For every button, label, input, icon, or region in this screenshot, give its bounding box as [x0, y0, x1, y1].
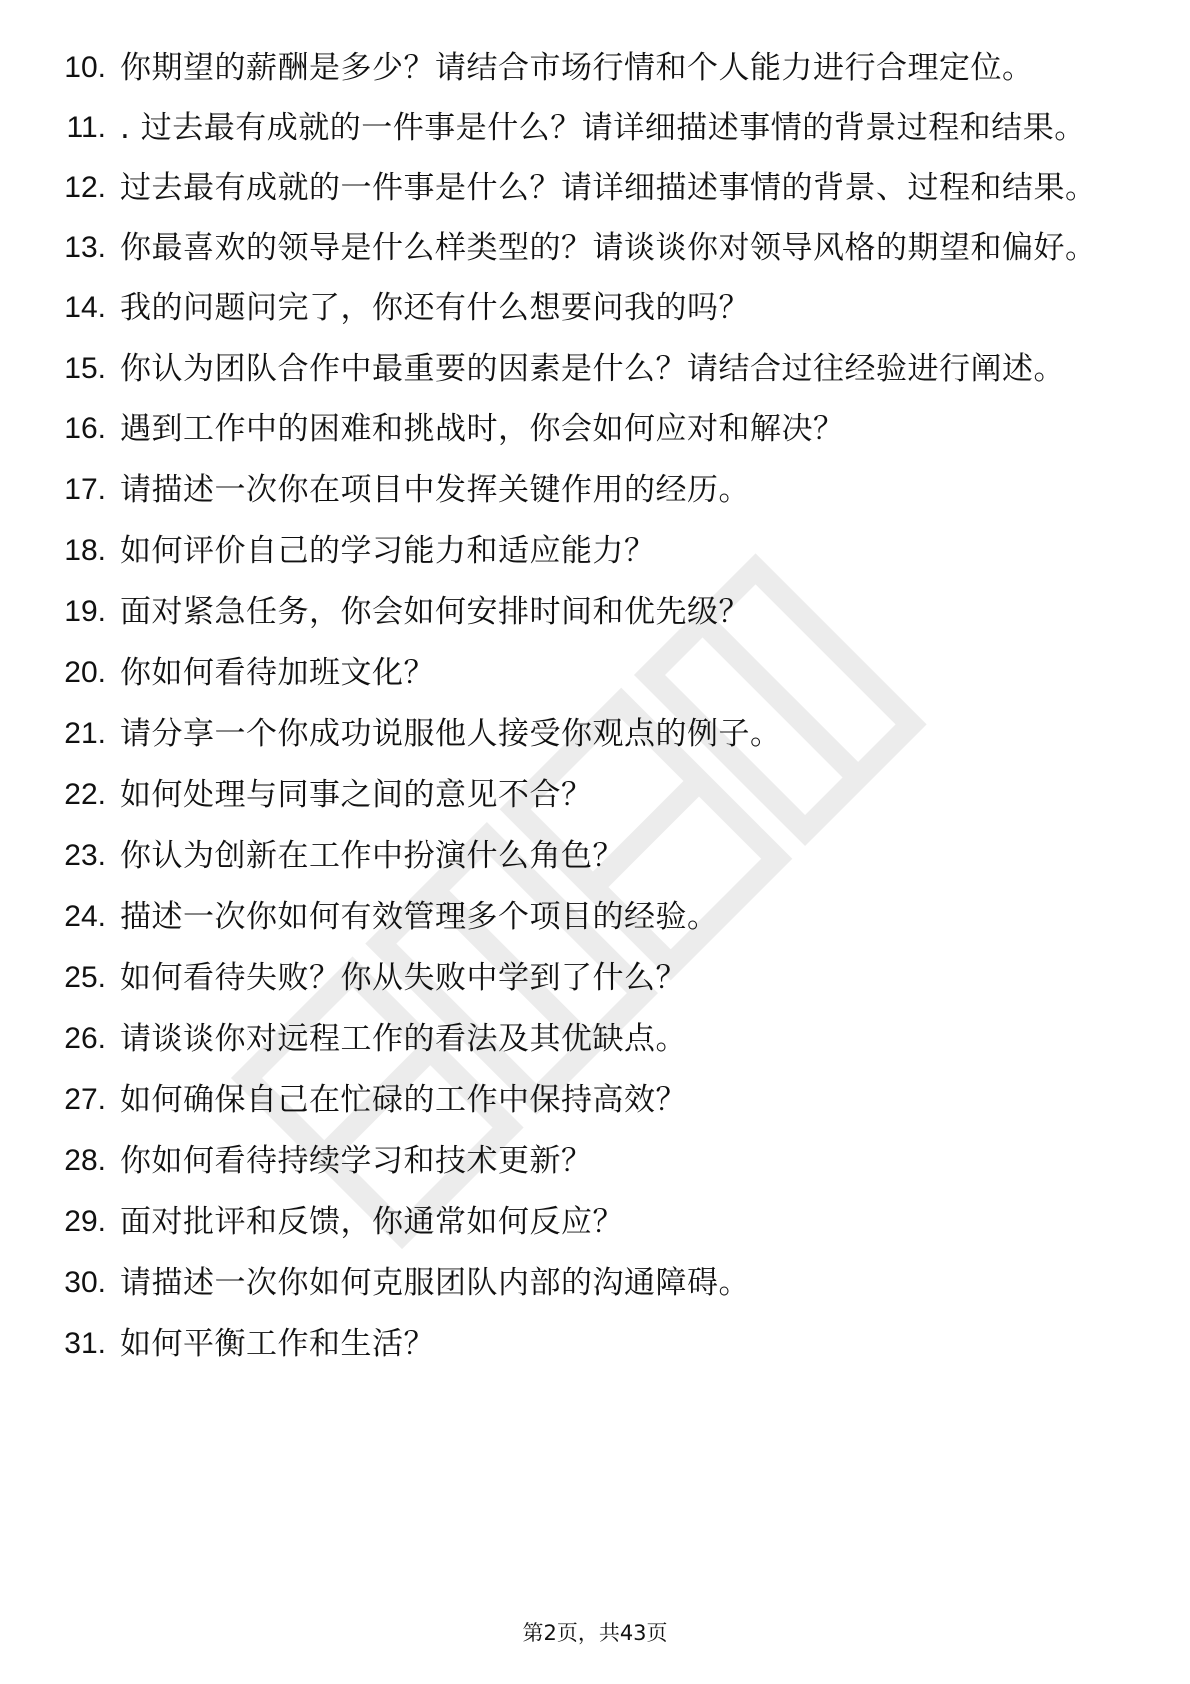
question-text: 你认为创新在工作中扮演什么角色？ — [120, 838, 624, 874]
question-text: 如何确保自己在忙碌的工作中保持高效？ — [120, 1082, 687, 1118]
question-number: 31. — [64, 1327, 106, 1360]
question-item — [0, 1080, 1190, 1120]
question-number: 30. — [64, 1266, 106, 1299]
question-number: 28. — [64, 1144, 106, 1177]
question-item — [0, 168, 1190, 208]
question-item — [0, 836, 1190, 876]
question-list — [0, 48, 1190, 1385]
page-footer — [0, 1618, 1190, 1648]
question-item — [0, 775, 1190, 815]
question-number: 21. — [64, 717, 106, 750]
question-item — [0, 1141, 1190, 1181]
question-text: 你如何看待加班文化？ — [120, 655, 435, 691]
question-number: 29. — [64, 1205, 106, 1238]
question-text: 面对紧急任务，你会如何安排时间和优先级？ — [120, 594, 750, 630]
question-number: 17. — [64, 473, 106, 506]
question-item — [0, 349, 1190, 389]
question-item — [0, 714, 1190, 754]
page-number-label: 第2页，共43页 — [522, 1621, 668, 1645]
question-item — [0, 470, 1190, 510]
question-item — [0, 409, 1190, 449]
question-item — [0, 1324, 1190, 1364]
question-text: 遇到工作中的困难和挑战时，你会如何应对和解决？ — [120, 411, 845, 447]
question-number: 10. — [64, 51, 106, 84]
question-text: 如何看待失败？你从失败中学到了什么？ — [120, 960, 687, 996]
question-text: 你如何看待持续学习和技术更新？ — [120, 1143, 593, 1179]
question-number: 16. — [64, 412, 106, 445]
question-text: 请描述一次你如何克服团队内部的沟通障碍。 — [120, 1265, 750, 1301]
question-text: 请分享一个你成功说服他人接受你观点的例子。 — [120, 716, 782, 752]
question-number: 15. — [64, 352, 106, 385]
question-item — [0, 653, 1190, 693]
question-number: 22. — [64, 778, 106, 811]
question-item — [0, 1263, 1190, 1303]
question-text: 描述一次你如何有效管理多个项目的经验。 — [120, 899, 719, 935]
question-text: 请描述一次你在项目中发挥关键作用的经历。 — [120, 472, 750, 508]
question-number: 19. — [64, 595, 106, 628]
question-number: 27. — [64, 1083, 106, 1116]
question-text: 你最喜欢的领导是什么样类型的？请谈谈你对领导风格的期望和偏好。 — [120, 230, 1097, 266]
question-item — [0, 1019, 1190, 1059]
question-number: 13. — [64, 231, 106, 264]
question-number: 25. — [64, 961, 106, 994]
question-number: 11. — [66, 111, 106, 144]
question-number: 23. — [64, 839, 106, 872]
question-number: 26. — [64, 1022, 106, 1055]
question-text: 我的问题问完了，你还有什么想要问我的吗？ — [120, 290, 750, 326]
question-text: 面对批评和反馈，你通常如何反应？ — [120, 1204, 624, 1240]
question-item — [0, 592, 1190, 632]
question-text: 请谈谈你对远程工作的看法及其优缺点。 — [120, 1021, 687, 1057]
question-item — [0, 897, 1190, 937]
question-number: 20. — [64, 656, 106, 689]
question-item — [0, 1202, 1190, 1242]
question-text: 过去最有成就的一件事是什么？请详细描述事情的背景、过程和结果。 — [120, 170, 1097, 206]
question-item — [0, 288, 1190, 328]
question-number: 18. — [64, 534, 106, 567]
question-number: 14. — [64, 291, 106, 324]
question-text: 如何平衡工作和生活？ — [120, 1326, 435, 1362]
question-item — [0, 48, 1190, 88]
question-item — [0, 108, 1190, 148]
question-item — [0, 958, 1190, 998]
question-item — [0, 531, 1190, 571]
question-text: 如何处理与同事之间的意见不合？ — [120, 777, 593, 813]
question-item — [0, 228, 1190, 268]
question-number: 24. — [64, 900, 106, 933]
question-number: 12. — [64, 171, 106, 204]
question-text: 如何评价自己的学习能力和适应能力？ — [120, 533, 656, 569]
question-text: . 过去最有成就的一件事是什么？请详细描述事情的背景过程和结果。 — [120, 110, 1086, 146]
question-text: 你认为团队合作中最重要的因素是什么？请结合过往经验进行阐述。 — [120, 351, 1065, 387]
question-text: 你期望的薪酬是多少？请结合市场行情和个人能力进行合理定位。 — [120, 50, 1034, 86]
